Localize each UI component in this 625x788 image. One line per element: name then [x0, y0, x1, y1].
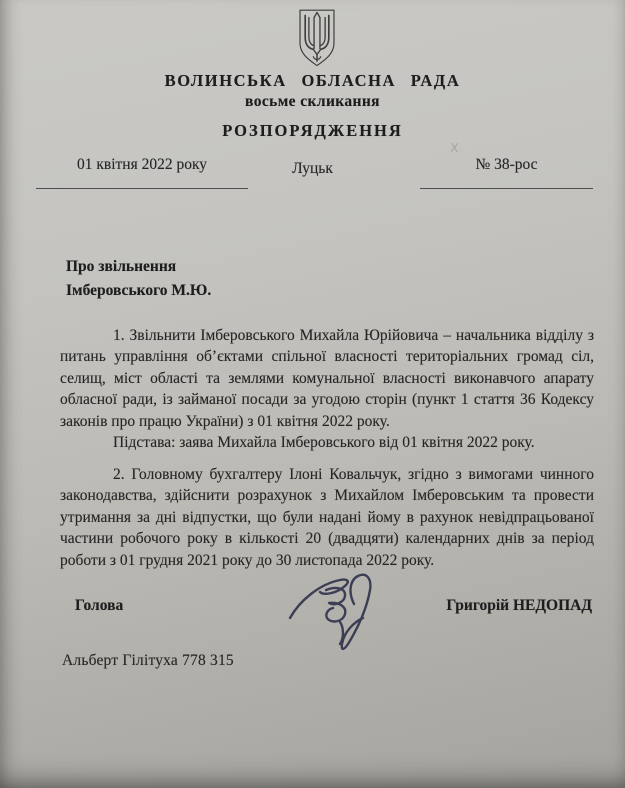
organization-name: ВОЛИНСЬКА ОБЛАСНА РАДА: [164, 71, 461, 90]
convocation-line: восьме скликання: [245, 93, 380, 110]
paragraph-1: 1. Звільнити Імберовського Михайла Юрійовича – начальника відділу з питань управління об’єктами спільної власності територіальних громад сіл, селищ, міст області та землями комунальної власності виконавчого апарату обласної ради, із займаної посади за угодою сторін (пункт 1 стаття 36 Кодексу законів про працю України) з 01 квітня 2022 року.: [60, 327, 594, 430]
signatory-name: Григорій НЕДОПАД: [446, 597, 592, 614]
document-type-title: РОЗПОРЯДЖЕННЯ: [222, 121, 403, 140]
signatory-title: Голова: [75, 597, 124, 614]
executor-contact-line: Альберт Гілітуха 778 315: [62, 652, 234, 669]
subject-line-2: Імберовського М.Ю.: [66, 282, 212, 299]
document-city: Луцьк: [292, 160, 333, 177]
paragraph-2: 2. Головному бухгалтеру Ілоні Ковальчук, згідно з вимогами чинного законодавства, здійснити розрахунок з Михайлом Імберовським та провести утримання за дні відпустки, що були надані йому в рахунок невідпрацьованої частини робочого року в кількості 20 (двадцяти) календарних днів за період роботи з 01 грудня 2021 року до 30 листопада 2022 року.: [60, 466, 594, 569]
document-number: № 38-рос: [420, 156, 593, 189]
document-date: 01 квітня 2022 року: [36, 156, 248, 189]
stray-pen-mark: [450, 142, 460, 152]
subject-line-1: Про звільнення: [66, 258, 177, 275]
basis-line: Підстава: заява Михайла Імберовського від 01 квітня 2022 року.: [113, 434, 535, 451]
subject-block: [66, 255, 211, 303]
trident-emblem-icon: [293, 8, 341, 70]
